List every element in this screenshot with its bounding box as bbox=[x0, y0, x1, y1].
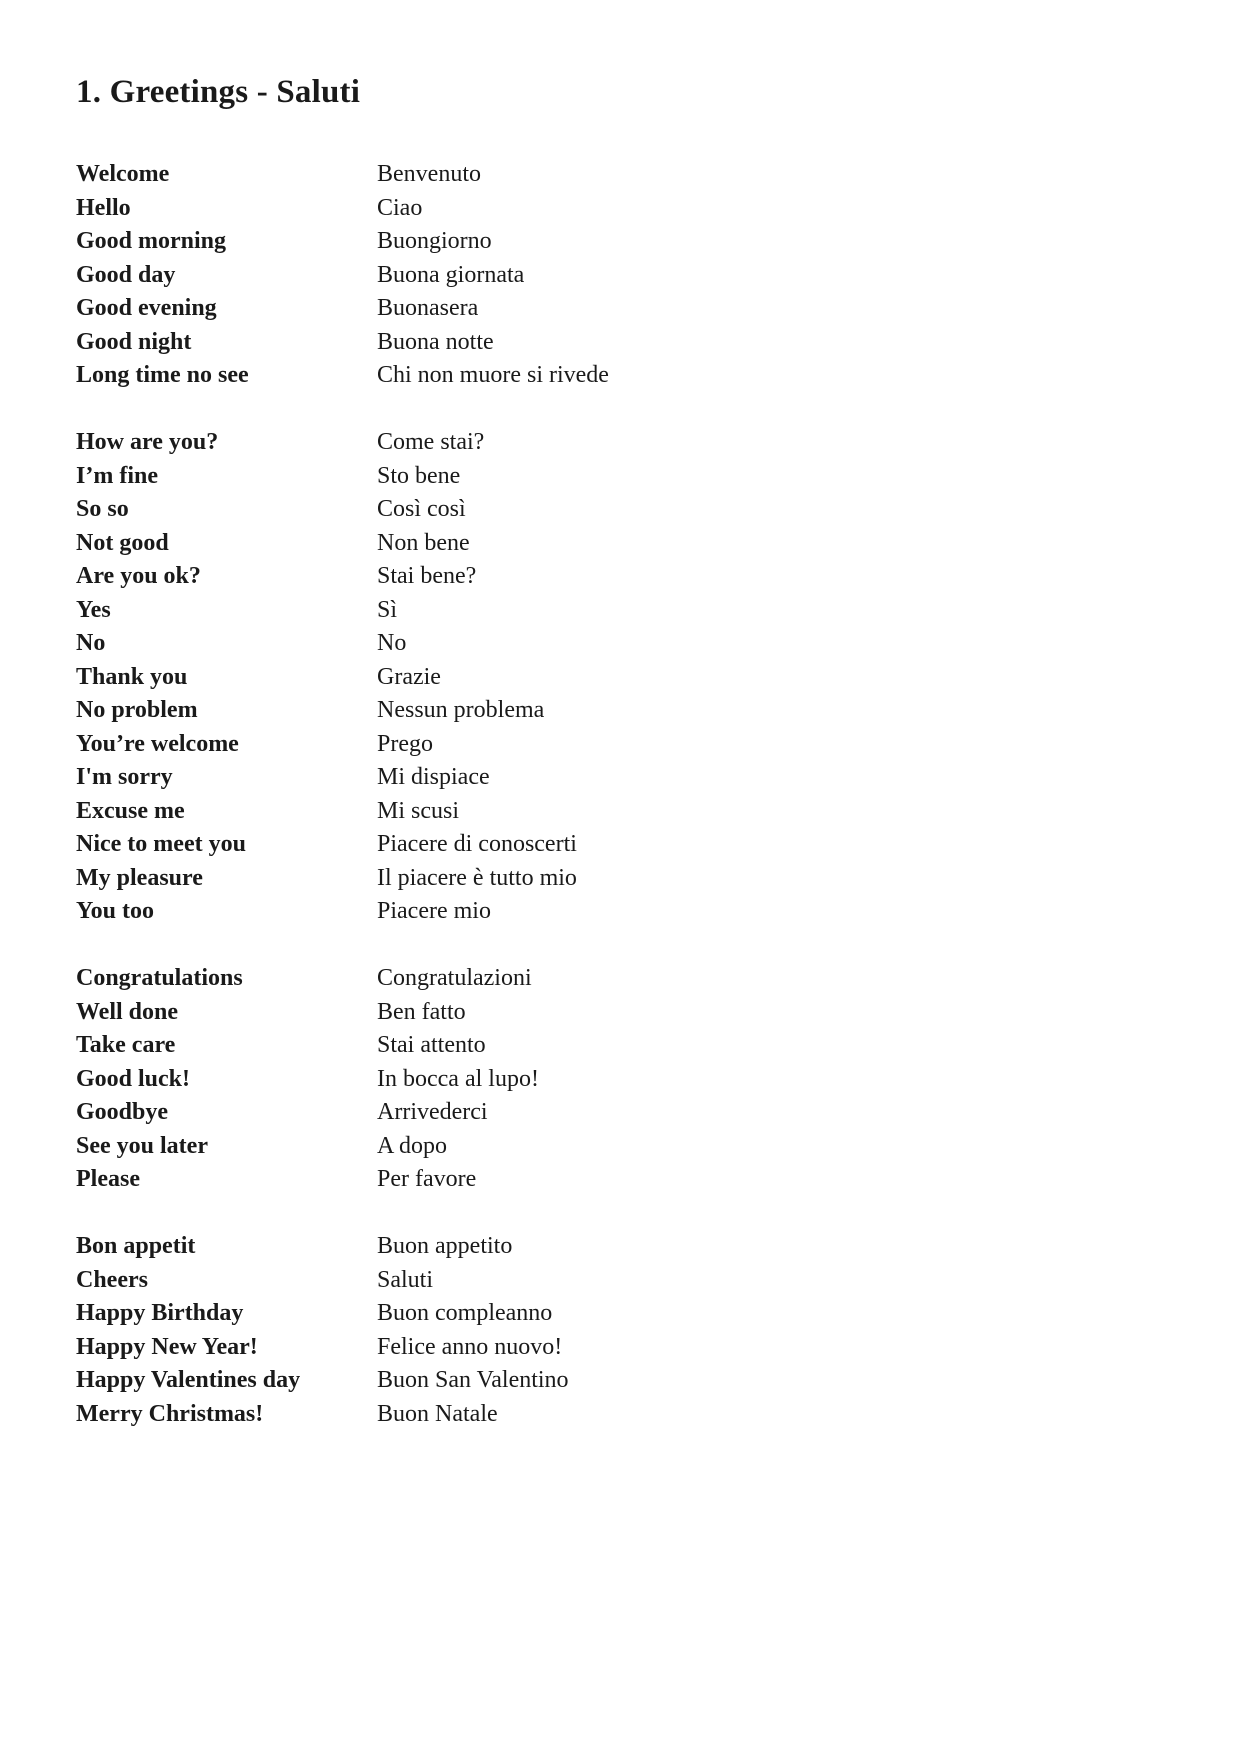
english-phrase: My pleasure bbox=[76, 864, 203, 891]
italian-translation: Stai attento bbox=[377, 1032, 486, 1058]
english-phrase: Take care bbox=[76, 1032, 176, 1058]
phrase-row bbox=[76, 1163, 1164, 1197]
phrase-row bbox=[76, 795, 1164, 829]
italian-translation: Per favore bbox=[377, 1166, 477, 1192]
english-phrase: See you later bbox=[76, 1132, 208, 1159]
phrase-row bbox=[76, 493, 1164, 527]
phrase-row bbox=[76, 326, 1164, 360]
italian-translation: Grazie bbox=[377, 663, 441, 690]
italian-translation: Buon Natale bbox=[377, 1400, 498, 1427]
italian-translation: Felice anno nuovo! bbox=[377, 1333, 563, 1360]
english-phrase: Not good bbox=[76, 529, 169, 556]
phrase-row bbox=[76, 460, 1164, 494]
phrase-row bbox=[76, 1331, 1164, 1365]
italian-translation: Non bene bbox=[377, 529, 470, 556]
italian-translation: A dopo bbox=[377, 1132, 448, 1159]
italian-translation: Sì bbox=[377, 596, 398, 623]
english-phrase: Long time no see bbox=[76, 362, 249, 388]
italian-translation: Chi non muore si rivede bbox=[377, 362, 609, 388]
english-phrase: You too bbox=[76, 898, 155, 924]
italian-translation: Buon appetito bbox=[377, 1233, 513, 1259]
phrase-row bbox=[76, 962, 1164, 996]
english-phrase: Happy Valentines day bbox=[76, 1367, 301, 1393]
phrase-row bbox=[76, 728, 1164, 762]
english-phrase: Hello bbox=[76, 194, 131, 221]
phrase-row bbox=[76, 359, 1164, 393]
english-phrase: Happy Birthday bbox=[76, 1300, 244, 1326]
italian-translation: Benvenuto bbox=[377, 161, 481, 187]
phrase-row bbox=[76, 862, 1164, 896]
phrase-row bbox=[76, 292, 1164, 326]
phrase-group bbox=[76, 158, 1164, 393]
italian-translation: Mi dispiace bbox=[377, 764, 490, 790]
phrase-row bbox=[76, 426, 1164, 460]
phrase-row bbox=[76, 828, 1164, 862]
english-phrase: Goodbye bbox=[76, 1099, 169, 1125]
english-phrase: Thank you bbox=[76, 663, 188, 690]
phrase-group bbox=[76, 962, 1164, 1197]
english-phrase: How are you? bbox=[76, 429, 219, 455]
phrase-row bbox=[76, 1029, 1164, 1063]
phrase-group bbox=[76, 426, 1164, 929]
english-phrase: No problem bbox=[76, 697, 198, 723]
english-phrase: You’re welcome bbox=[76, 730, 239, 757]
phrase-row bbox=[76, 527, 1164, 561]
english-phrase: Please bbox=[76, 1166, 140, 1192]
phrase-row bbox=[76, 895, 1164, 929]
italian-translation: Buongiorno bbox=[377, 228, 492, 254]
italian-translation: Buon compleanno bbox=[377, 1300, 553, 1326]
italian-translation: Mi scusi bbox=[377, 797, 460, 824]
phrase-row bbox=[76, 594, 1164, 628]
english-phrase: So so bbox=[76, 496, 129, 522]
english-phrase: Excuse me bbox=[76, 797, 185, 824]
phrase-row bbox=[76, 627, 1164, 661]
english-phrase: Good luck! bbox=[76, 1065, 191, 1092]
phrase-row bbox=[76, 1096, 1164, 1130]
document-page bbox=[76, 70, 1164, 1465]
english-phrase: Happy New Year! bbox=[76, 1333, 258, 1360]
phrase-row bbox=[76, 1364, 1164, 1398]
english-phrase: Merry Christmas! bbox=[76, 1400, 264, 1427]
phrase-row bbox=[76, 1297, 1164, 1331]
italian-translation: Buon San Valentino bbox=[377, 1367, 569, 1393]
phrase-row bbox=[76, 1063, 1164, 1097]
english-phrase: Good evening bbox=[76, 295, 217, 321]
phrase-group bbox=[76, 1230, 1164, 1431]
phrase-row bbox=[76, 259, 1164, 293]
phrase-row bbox=[76, 1130, 1164, 1164]
italian-translation: Nessun problema bbox=[377, 697, 545, 723]
english-phrase: Nice to meet you bbox=[76, 831, 246, 857]
phrase-row bbox=[76, 996, 1164, 1030]
italian-translation: In bocca al lupo! bbox=[377, 1065, 539, 1092]
phrase-row bbox=[76, 1398, 1164, 1432]
italian-translation: Arrivederci bbox=[377, 1099, 488, 1125]
italian-translation: Congratulazioni bbox=[377, 965, 532, 991]
italian-translation: Come stai? bbox=[377, 429, 485, 455]
italian-translation: Piacere di conoscerti bbox=[377, 831, 577, 857]
italian-translation: Ciao bbox=[377, 194, 423, 221]
phrase-row bbox=[76, 158, 1164, 192]
italian-translation: Ben fatto bbox=[377, 998, 466, 1025]
phrase-list bbox=[76, 158, 1164, 1431]
italian-translation: Buona notte bbox=[377, 328, 494, 355]
italian-translation: Così così bbox=[377, 496, 466, 522]
page-title: 1. Greetings - Saluti bbox=[76, 74, 361, 110]
italian-translation: Saluti bbox=[377, 1266, 434, 1293]
english-phrase: Bon appetit bbox=[76, 1233, 196, 1259]
phrase-row bbox=[76, 560, 1164, 594]
italian-translation: Buonasera bbox=[377, 295, 479, 321]
phrase-row bbox=[76, 694, 1164, 728]
italian-translation: No bbox=[377, 630, 407, 656]
english-phrase: Welcome bbox=[76, 161, 170, 187]
english-phrase: No bbox=[76, 630, 106, 656]
english-phrase: Good night bbox=[76, 328, 192, 355]
italian-translation: Il piacere è tutto mio bbox=[377, 864, 577, 891]
italian-translation: Piacere mio bbox=[377, 898, 491, 924]
english-phrase: Good day bbox=[76, 261, 176, 288]
english-phrase: Well done bbox=[76, 998, 179, 1025]
phrase-row bbox=[76, 761, 1164, 795]
english-phrase: Yes bbox=[76, 596, 111, 623]
phrase-row bbox=[76, 1264, 1164, 1298]
english-phrase: I’m fine bbox=[76, 462, 158, 489]
phrase-row bbox=[76, 225, 1164, 259]
english-phrase: Are you ok? bbox=[76, 563, 201, 589]
italian-translation: Sto bene bbox=[377, 462, 461, 489]
italian-translation: Prego bbox=[377, 730, 433, 757]
phrase-row bbox=[76, 1230, 1164, 1264]
english-phrase: Good morning bbox=[76, 228, 227, 254]
english-phrase: I'm sorry bbox=[76, 764, 173, 790]
italian-translation: Buona giornata bbox=[377, 261, 525, 288]
english-phrase: Congratulations bbox=[76, 965, 243, 991]
english-phrase: Cheers bbox=[76, 1266, 148, 1293]
phrase-row bbox=[76, 192, 1164, 226]
phrase-row bbox=[76, 661, 1164, 695]
italian-translation: Stai bene? bbox=[377, 563, 477, 589]
